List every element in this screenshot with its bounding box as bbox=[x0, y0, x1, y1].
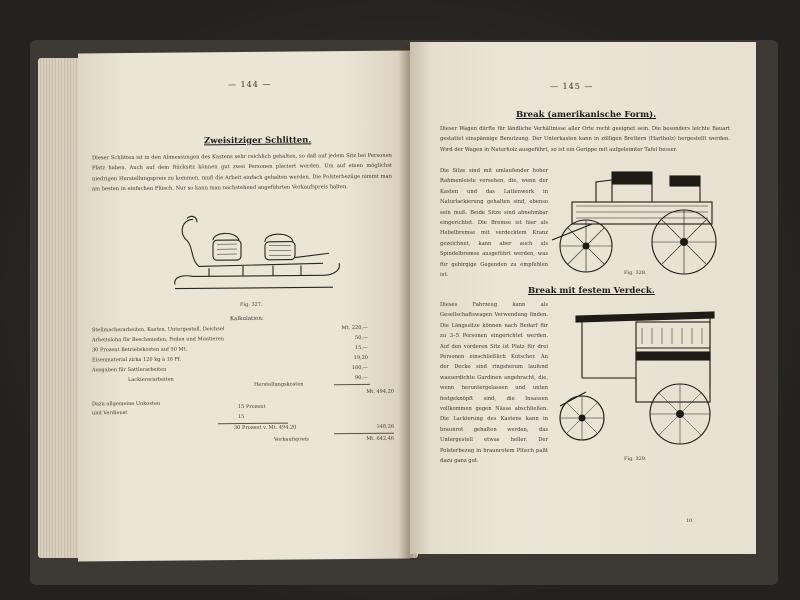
overhead-percent-1: 15 Prozent bbox=[238, 403, 266, 411]
overhead-percent-2: 15 bbox=[238, 413, 245, 421]
right-page-number: — 145 — bbox=[550, 82, 594, 91]
overhead-label: Dazu allgemeine Unkosten bbox=[92, 400, 161, 408]
calc-row-value: 15,— bbox=[355, 344, 368, 352]
calc-row-value: 50,— bbox=[355, 334, 368, 342]
left-page[interactable] bbox=[78, 51, 410, 562]
calculation-title: Kalkulation: bbox=[230, 315, 264, 323]
total-rule bbox=[334, 433, 394, 435]
calc-row-value: 100,— bbox=[351, 364, 368, 372]
calc-row-label: Ausgaben für Sattlerarbeiten bbox=[92, 366, 167, 374]
sale-price-value: Mt. 642,46 bbox=[366, 435, 394, 442]
covered-break-illustration bbox=[556, 308, 722, 448]
break-detail-text: Die Sitze sind mit umlaufender hoher Rahmenleiste versehen, die, wenn der Kasten und das Lattenwerk in Naturlackierung gehalten sind, ebenso sein muß. Beide Sitze sind abnehmbar eingerichtet. Die Bremse ist hier als Hebelbremse mit verdecktem Kranz gezeichnet, kann aber auch als Spindelbremse ausgeführt werden, was für gebirgige Gegenden zu empfehlen ist. bbox=[440, 168, 548, 279]
sleigh-illustration bbox=[173, 213, 353, 297]
sleigh-description: Dieser Schlitten ist in den Abmessungen des Kastens sehr reichlich gehalten, so daß auf jedem Sitz bei Personen Platz haben. Auch auf dem Rücksitz können gut zwei Personen placiert werden. Um auf einen möglichst niedrigen Herstellungspreis zu kommen, muß die Arbeit einfach gehalten werden. Die Polsterbezüge nimmt man am besten in einfachen Plüsch. Nur so kann man nachstehend angeführten Verkaufspreis halten. bbox=[92, 152, 392, 193]
figure-caption-328: Fig. 328. bbox=[624, 270, 647, 276]
break-covered-heading: Break mit festem Verdeck. bbox=[528, 286, 655, 296]
covered-break-text: Dieses Fahrzeug kann als Gesellschaftswagen Verwendung finden. Die Längssitze können nach Bedarf für zu 3–5 Personen eingerichtet werden. Auf den vorderen Sitz ist Platz für drei Personen einschließlich Kutscher. An der Decke sind ringsherum laufend wasserdichte Gardinen angebracht, die, wenn heruntergelassen und unten festgeknöpft sind, die Insassen vollkommen gegen Nässe abschließen. Die Lackierung des Kastens kann in braunrot gehalten werden, das Untergestell etwas heller. Der Polsterbezug in braunrotem Plüsch paßt dazu ganz gut. bbox=[440, 302, 548, 465]
overhead-label-continued: und Verdienst bbox=[92, 410, 128, 417]
sum-rule bbox=[334, 384, 370, 385]
calc-row-label: Arbeitslohn für Beschmieden, Feilen und Montieren bbox=[92, 336, 224, 344]
calc-row-value: 90,— bbox=[355, 374, 368, 382]
sale-price-label: Verkaufspreis bbox=[274, 436, 309, 443]
calc-row-label: Lackiererarbeiten bbox=[128, 376, 174, 384]
calc-row-label: Eisenmaterial zirka 120 kg à 16 Pf. bbox=[92, 356, 182, 364]
left-page-heading: Zweisitziger Schlitten. bbox=[204, 135, 312, 147]
calc-row-label: Stellmacherarbeiten, Kasten, Untergestell, Deichsel bbox=[92, 326, 225, 334]
right-page[interactable] bbox=[410, 42, 756, 554]
left-page-number: — 144 — bbox=[228, 79, 272, 90]
overhead-total-value: 148,26 bbox=[376, 423, 394, 430]
calc-row-value: Mt. 220,— bbox=[341, 324, 368, 332]
overhead-total-label: 30 Prozent v. Mt. 494,20 bbox=[234, 424, 297, 432]
calc-row-label: 30 Prozent Betriebskosten auf 50 Mt. bbox=[92, 346, 188, 354]
calc-row-value: 19,20 bbox=[353, 354, 368, 362]
figure-caption-329: Fig. 329. bbox=[624, 456, 647, 462]
break-wagon-illustration bbox=[552, 162, 732, 278]
subtotal-label: Herstellungskosten bbox=[254, 381, 304, 388]
signature-mark: 10 bbox=[686, 518, 693, 524]
figure-caption-327: Fig. 327. bbox=[240, 301, 263, 309]
break-american-heading: Break (amerikanische Form). bbox=[516, 110, 657, 120]
break-intro-text: Dieser Wagen dürfte für ländliche Verhältnisse aller Orte recht geeignet sein. Die besonders leichte Bauart gestattet einspännige Benutzung. Der Unterkasten kann in zölligen Brettern (Hartholz) hergestellt werden. Wird der Wagen in Naturholz ausgeführt, so ist ein Gerippe mit aufgeleimter Tafel besser. bbox=[440, 126, 730, 153]
subtotal-value: Mt. 494,20 bbox=[366, 388, 394, 395]
